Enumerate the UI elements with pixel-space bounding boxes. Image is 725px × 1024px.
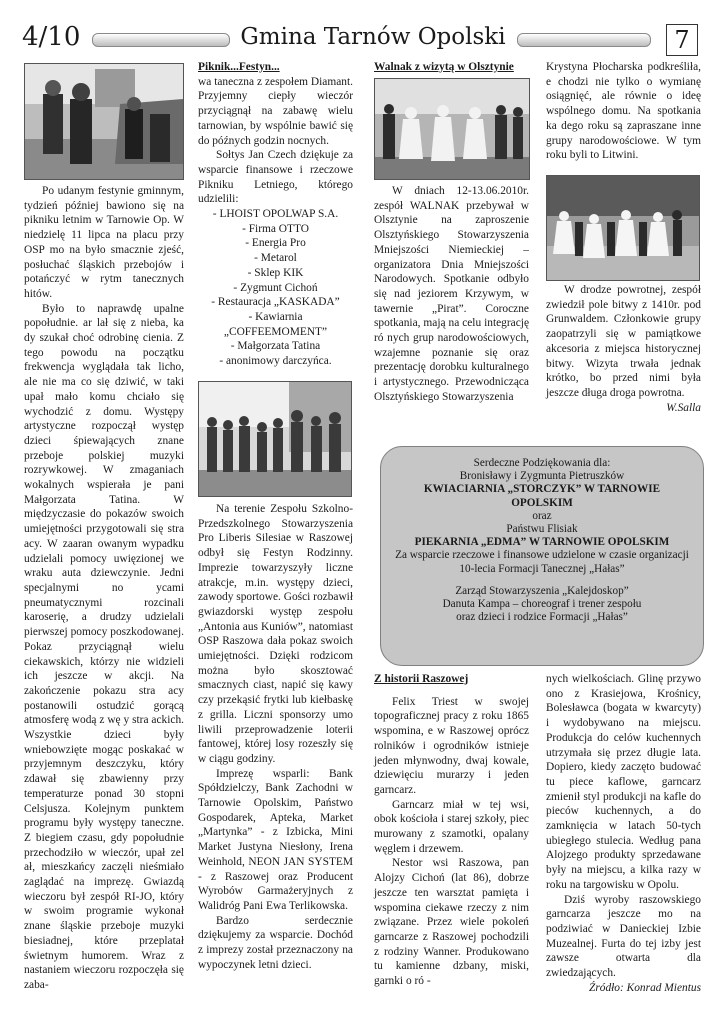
thanks-names: Państwu Flisiak bbox=[506, 523, 578, 536]
walnak-heading-wrap bbox=[374, 60, 529, 75]
article-heading: Walnak z wizytą w Olsztynie bbox=[374, 61, 514, 73]
sponsor-item: - Zygmunt Cichoń bbox=[233, 281, 318, 294]
sponsor-item: „COFFEEMOMENT” bbox=[223, 325, 328, 338]
walnak-article-column-3 bbox=[374, 184, 529, 405]
sponsor-item: - anonimowy darczyńca. bbox=[219, 355, 332, 368]
thanks-reason: Za wsparcie rzeczowe i finansowe udzielone w czasie organizacji 10-lecia Formacji Tanecznej „Hałas” bbox=[395, 549, 689, 575]
article-heading: Z historii Raszowej bbox=[374, 673, 469, 685]
page-header bbox=[0, 0, 725, 60]
paragraph: Dziś wyroby raszowskiego garncarza jeszcze mo na podziwiać w Danieckiej Izbie Muzealnej. Furta do tej izby jest zawsze otwarta dla zwiedzających. bbox=[546, 893, 701, 980]
sponsor-item: - Energia Pro bbox=[245, 237, 306, 250]
sponsor-item: - Metarol bbox=[254, 252, 297, 265]
history-article-column-3 bbox=[374, 672, 529, 989]
folk-dancers-photo bbox=[546, 175, 700, 281]
paragraph: Imprezę wsparli: Bank Spółdzielczy, Bank Zachodni w Tarnowie Opolskim, Państwo Gospodarek, Apteka, Market „Martynka” - z Izbicka, Mini Market Justyna Niesłony, Irena Weinhold, NEON JAN SYSTEM - z Raszowej oraz Producent Wyrobów Garmażeryjnych z Walidróg Pani Ewa Terlikowska. bbox=[198, 767, 353, 912]
issue-number: 4/10 bbox=[22, 22, 81, 52]
paragraph: Na terenie Zespołu Szkolno-Przedszkolnego Stowarzyszenia Pro Liberis Silesiae w Raszowej odbył się Festyn Rodzinny. Imprezie towarzyszyły liczne atrakcje, m.in. występy dzieci, zawody sportowe. Gości rozbawił gwiazdorski występ zespołu „Antonia aus Kuniów”, natomiast OSP Raszowa dała pokaz swoich umiejętności. Dzięki rodzicom można było skosztować smacznych ciast, napić się kawy czy przekąsić frytki lub kiełbaskę z grilla. Liczni sponsorzy umo liwili przeprowadzenie loterii fantowej, której losy rozeszły się w ciągu godziny. bbox=[198, 503, 353, 765]
paragraph: Bardzo serdecznie dziękujemy za wsparcie. Dochód z imprezy został przeznaczony na wypoczynek letni dzieci. bbox=[198, 914, 353, 971]
children-group-photo bbox=[198, 381, 352, 497]
festyn-rodzinny-article bbox=[198, 502, 353, 973]
history-article-column-4 bbox=[546, 672, 701, 995]
thanks-from-choreographer: Danuta Kampa – choreograf i trener zespołu bbox=[442, 598, 642, 611]
paragraph: Było to naprawdę upalne popołudnie. ar lał się z nieba, ka dy szukał choć odrobinę cienia. Z tego powodu na początku frekwencja wyglądała tak licho, ale nie ma co się dziwić, w taki upał mało komu chciało się wychodzić z domu. Występy artystyczne rozpoczął występ dzieci śpiewających znane przeboje polskiej muzyki rozrywkowej. W zmaganiach wokalnych wspierała je pani Małgorzata Tatina. W międzyczasie do pokazów swoich umiejętności przygotowali się stra acy. W zaaran owanym wypadku udzielali pomocy uwięzionej we wraku auta dziewczynie. Jedni specjalnymi no ycami pneumatycznymi rozcinali karoserię, a drudzy udzielali pierwszej pomocy poszkodowanej. Pokaz przyciągnął wielu ciekawskich, którzy nie widzieli ich jeszcze w akcji. Na zakończenie pokazu stra acy postanowili ostudzić gorącą atmosferę wodą z wę y stra ackich. Wszystkie dzieci były wniebowzięte mogąc poskakać w przyjemnym deszczyku, który zdawał się zbawienny przy temperaturze ponad 30 stopni Celsjusza. Kolejnym punktem programu były występy taneczne. Z biegiem czasu, gdy popołudnie przechodziło w wieczór, upał zel ał, mieszkańcy zaczęli nieśmiało zaglądać na imprezę. Gwiazdą wieczoru był zespół RI-JO, który w swoim programie wykonał znane śląskie przeboje muzyki biesiadnej, które przeplatał świetnym humorem. Wraz z nastaniem wieczoru rozpoczęła się zaba- bbox=[24, 302, 184, 991]
header-decoration-left bbox=[92, 33, 230, 47]
paragraph: Felix Triest w swojej topograficznej pracy z roku 1865 wspomina, e w Raszowej oprócz rolników i ogrodników istnieje jeden młynwodny, dwaj kowale, dziewięciu murarzy i jeden garncarz. bbox=[374, 695, 529, 796]
sponsor-item: - Małgorzata Tatina bbox=[230, 340, 321, 353]
author-signature: W.Salla bbox=[666, 401, 701, 414]
thanks-and: oraz bbox=[532, 509, 552, 522]
sponsor-item: - LHOIST OPOLWAP S.A. bbox=[212, 208, 339, 221]
sponsor-bakery: PIEKARNIA „EDMA” W TARNOWIE OPOLSKIM bbox=[414, 536, 670, 549]
sponsor-item: - Restauracja „KASKADA” bbox=[211, 296, 340, 309]
thanks-from-board: Zarząd Stowarzyszenia „Kalejdoskop” bbox=[455, 584, 629, 597]
thanks-from-parents: oraz dzieci i rodzice Formacji „Hałas” bbox=[456, 611, 628, 624]
article-heading: Piknik...Festyn... bbox=[198, 61, 280, 73]
sponsor-item: - Sklep KIK bbox=[247, 266, 304, 279]
page-number: 7 bbox=[666, 24, 698, 56]
piknik-article bbox=[198, 60, 353, 369]
paragraph: Sołtys Jan Czech dziękuje za wsparcie finansowe i rzeczowe Pikniku Letniego, którego udzielili: bbox=[198, 149, 353, 206]
source-signature: Źródło: Konrad Mientus bbox=[588, 981, 701, 994]
walnak-article-column-4b bbox=[546, 283, 701, 415]
paragraph: Krystyna Płocharska podkreśliła, e chodzi nie tylko o wymianę osiągnięć, ale równie o ideę wspólnego domu. Na spotkania ka dego roku są zapraszane inne grupy narodowościowe. W tym roku byli to Litwini. bbox=[546, 61, 701, 162]
thanks-names: Bronisławy i Zygmunta Pietruszków bbox=[459, 470, 625, 483]
paragraph: W drodze powrotnej, zespół zwiedził pole bitwy z 1410r. pod Grunwaldem. Członkowie grupy zaopatrzyli się w pamiątkowe akcesoria z miejsca historycznej bitwy. Wizyta trwała jednak krótko, bo przed nimi była jeszcze długa droga powrotna. bbox=[546, 284, 701, 399]
walnak-article-column-4 bbox=[546, 60, 701, 163]
paragraph: nych wielkościach. Glinę przywo ono z Krasiejowa, Krośnicy, Bolesławca (bogata w kwarcyty) i wydobywano na miejscu. Produkcja do celów kuchennych utrzymała się przez długie lata. Dopiero, kiedy zaczęto budować tu piece kaflowe, garncarz zmienił styl produkcji na kafle do pieców kuchennych, a do zamknięcia w latach 50-tych ubiegłego stulecia. Według pana Alojzego produkty sprzedawane były na miejscu, a kilka razy w roku na targowisku w Opolu. bbox=[546, 673, 701, 891]
paragraph: Nestor wsi Raszowa, pan Alojzy Cichoń (lat 86), dobrze jeszcze ten warsztat pamięta i wspomina ciekawe rzeczy z nim związane. Przez wiele pokoleń garncarze z Raszowej pochodzili z rodziny Wanner. Produkowano tu kamienne dzbany, miski, garnki o ró - bbox=[374, 857, 529, 988]
sponsor-item: - Kawiarnia bbox=[248, 310, 303, 323]
thank-you-box bbox=[380, 446, 704, 666]
thanks-intro: Serdeczne Podziękowania dla: bbox=[473, 457, 611, 469]
paragraph: W dniach 12-13.06.2010r. zespół WALNAK przebywał w Olsztynie na zaproszenie Olsztyńskiego Stowarzyszenia Mniejszości Niemieckiej – organizatora Dnia Mniejszości Narodowych. Spotkanie odbyło się nad jeziorem Krzywym, w tawernie „Pirat”. Coroczne spotkania, mają na celu integrację ró nych grup narodowościowych, wzajemne poznanie się oraz prezentację dorobku kulturalnego i artystycznego. Przewodnicząca Olsztyńskiego Stowarzyszenia bbox=[374, 185, 529, 403]
paragraph: Garncarz miał w tej wsi, obok kościoła i starej szkoły, piec murowany z szamotki, opalany węglem i drzewem. bbox=[374, 798, 529, 855]
newspaper-title: Gmina Tarnów Opolski bbox=[240, 24, 506, 50]
sponsor-item: - Firma OTTO bbox=[242, 222, 309, 235]
festyn-article-column-1 bbox=[24, 184, 184, 993]
firefighters-photo bbox=[24, 63, 184, 180]
header-decoration-right bbox=[517, 33, 651, 47]
walnak-dancers-photo bbox=[374, 78, 530, 180]
paragraph: wa taneczna z zespołem Diamant. Przyjemny ciepły wieczór przyciągnął na zabawę wielu tarnowian, by wspólnie bawić się do późnych godzin nocnych. bbox=[198, 75, 353, 147]
paragraph: Po udanym festynie gminnym, tydzień później bawiono się na pikniku letnim w Tarnowie Op. W niedzielę 11 lipca na placu przy OSP mo na było smacznie zjeść, posłuchać śląskich przebojów i potańczyć w rytm tanecznych hitów. bbox=[24, 185, 184, 300]
sponsor-florist: KWIACIARNIA „STORCZYK” W TARNOWIE OPOLSKIM bbox=[423, 483, 661, 509]
